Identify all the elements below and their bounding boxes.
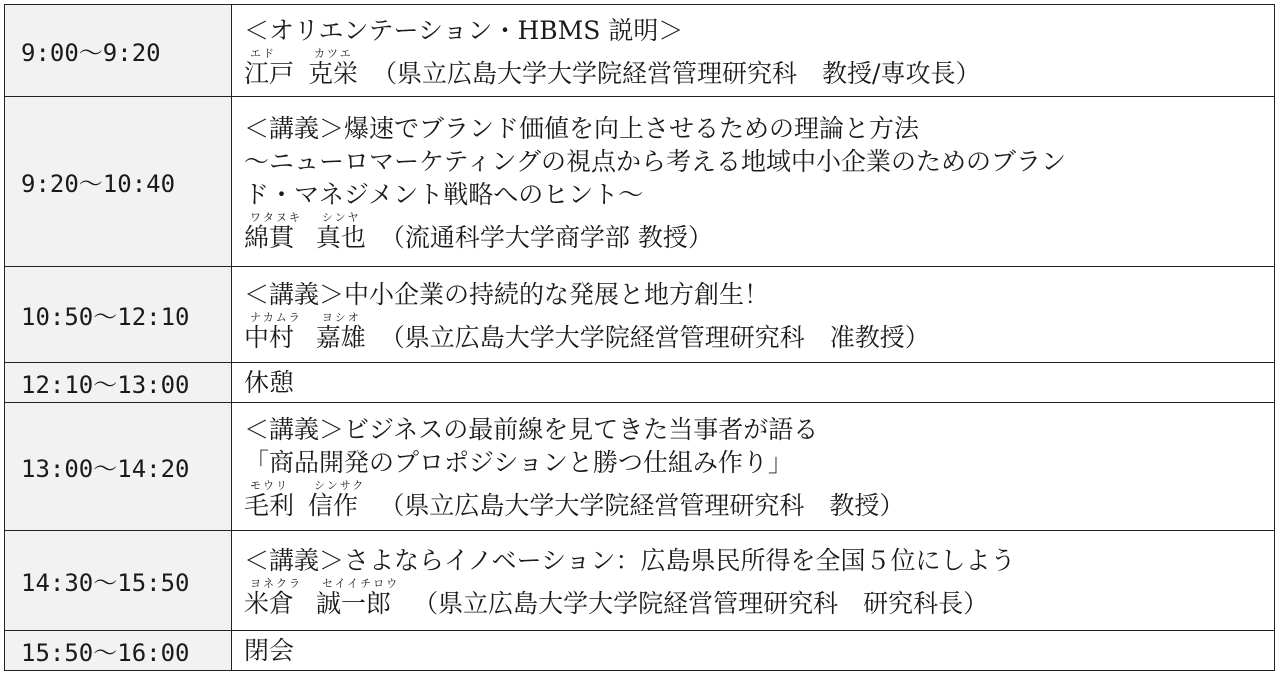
schedule-row [5,631,1275,671]
program-title: 閉会 [244,636,295,665]
schedule-row [5,5,1275,97]
speaker-affiliation: （県立広島大学大学院経営管理研究科 教授） [379,491,905,520]
schedule-page [4,4,1275,671]
time-cell: 13:00～14:20 [5,403,232,531]
speaker-given-name: シンサク 信作 [308,479,366,520]
time-cell: 10:50～12:10 [5,267,232,363]
time-cell: 12:10～13:00 [5,363,232,403]
schedule-row [5,531,1275,631]
speaker [244,577,1270,618]
speaker [244,47,1270,88]
content-cell [232,267,1275,363]
time-cell: 9:20～10:40 [5,97,232,267]
speaker-given-name: セイイチロウ 誠一郎 [316,576,400,618]
speaker-affiliation: （県立広島大学大学院経営管理研究科 准教授） [379,322,930,352]
speaker-given-name: ヨシオ 嘉雄 [315,310,366,352]
program-title: ＜オリエンテーション・HBMS 説明＞ [244,15,684,45]
program-subtitle: 「商品開発のプロポジションと勝つ仕組み作り」 [244,448,793,477]
content-cell [232,403,1275,531]
program-title: 休憩 [244,368,295,397]
time-cell: 14:30～15:50 [5,531,232,631]
speaker-family-name: モウリ 毛利 [244,479,295,520]
schedule-row [5,403,1275,531]
speaker-family-name: ナカムラ 中村 [244,310,302,352]
schedule-row [5,267,1275,363]
speaker [244,311,1270,352]
speaker-given-name: カツエ 克栄 [308,46,359,88]
schedule-table [4,4,1275,671]
speaker-affiliation: （県立広島大学大学院経営管理研究科 研究科長） [413,588,989,618]
content-cell [232,5,1275,97]
program-title: ＜講義＞中小企業の持続的な発展と地方創生！ [244,279,770,309]
content-cell [232,631,1275,671]
speaker-affiliation: （流通科学大学商学部 教授） [379,222,713,252]
speaker-given-name: シンヤ 真也 [315,210,366,252]
program-subtitle: ～ニューロマーケティングの視点から考える地域中小企業のためのブラン [244,146,1067,176]
schedule-row [5,363,1275,403]
speaker [244,479,1270,520]
speaker-family-name: ヨネクラ 米倉 [244,576,302,618]
content-cell [232,531,1275,631]
program-title: ＜講義＞爆速でブランド価値を向上させるための理論と方法 [244,113,920,143]
time-cell: 15:50～16:00 [5,631,232,671]
program-title: ＜講義＞さよならイノベーション：広島県民所得を全国５位にしよう [244,545,1016,575]
speaker-affiliation: （県立広島大学大学院経営管理研究科 教授/専攻長） [372,58,981,88]
speaker-family-name: ワタヌキ 綿貫 [244,210,302,252]
schedule-row [5,97,1275,267]
speaker-family-name: エド 江戸 [244,46,295,88]
content-cell [232,363,1275,403]
program-title: ＜講義＞ビジネスの最前線を見てきた当事者が語る [244,415,819,444]
content-cell [232,97,1275,267]
time-cell: 9:00～9:20 [5,5,232,97]
program-subtitle: ド・マネジメント戦略へのヒント～ [244,179,644,209]
speaker [244,211,1270,252]
